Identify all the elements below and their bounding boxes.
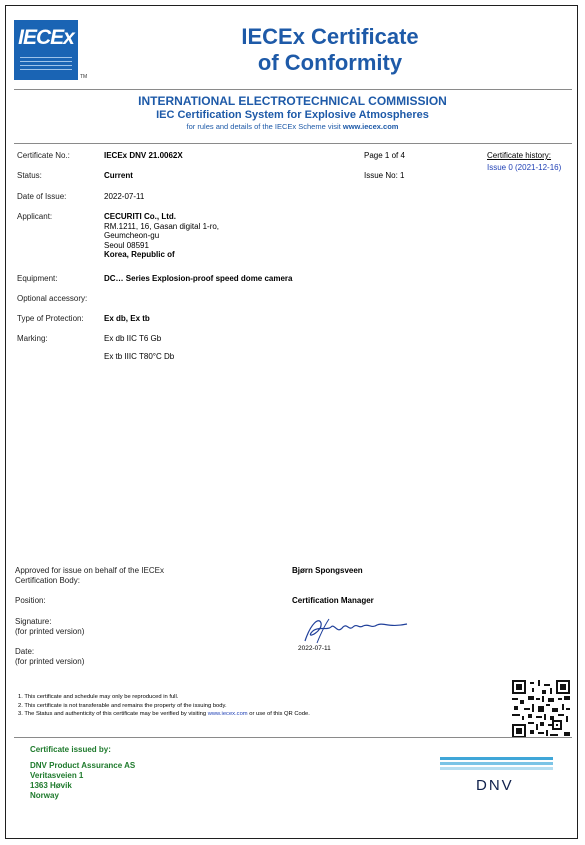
status-label: Status:	[17, 171, 42, 180]
signature-label	[15, 617, 84, 636]
signature-label-line-1: Signature:	[15, 617, 52, 626]
page-indicator: Page 1 of 4	[364, 151, 405, 160]
applicant-name: CECURITI Co., Ltd.	[104, 212, 176, 221]
note-3-prefix: 3. The Status and authenticity of this certificate may be verified by visiting	[18, 711, 208, 717]
organization-header	[0, 94, 585, 132]
applicant-label: Applicant:	[17, 212, 53, 221]
certificate-history-item[interactable]: Issue 0 (2021-12-16)	[487, 163, 562, 172]
status-value: Current	[104, 171, 133, 180]
issue-number: Issue No: 1	[364, 171, 405, 180]
equipment-label: Equipment:	[17, 274, 58, 283]
issuer-postcode-city: 1363 Høvik	[30, 781, 72, 790]
title-line-2: of Conformity	[257, 50, 403, 75]
certificate-history-title: Certificate history:	[487, 151, 552, 160]
org-rules-note	[0, 122, 585, 132]
date-label-line-2: (for printed version)	[15, 656, 85, 666]
divider-header	[14, 143, 572, 144]
signature-date: 2022-07-11	[298, 645, 331, 652]
date-of-issue-value: 2022-07-11	[104, 192, 145, 201]
note-3	[18, 710, 310, 719]
applicant-country: Korea, Republic of	[104, 250, 175, 259]
title-line-1: IECEx Certificate	[241, 24, 419, 49]
certificate-notes	[18, 693, 310, 719]
position-value: Certification Manager	[292, 596, 374, 605]
applicant-address-1: RM.1211, 16, Gasan digital 1-ro,	[104, 221, 220, 231]
signature-label-line-2: (for printed version)	[15, 626, 85, 636]
marking-label: Marking:	[17, 334, 48, 343]
org-name: INTERNATIONAL ELECTROTECHNICAL COMMISSION	[138, 94, 447, 108]
divider-footer	[14, 737, 572, 738]
note-2: 2. This certificate is not transferable and remains the property of the issuing body.	[18, 702, 227, 709]
issuer-name: DNV Product Assurance AS	[30, 761, 136, 770]
logo-lines	[20, 54, 72, 74]
equipment-value: DC… Series Explosion-proof speed dome camera	[104, 274, 293, 283]
page-title	[200, 24, 460, 76]
issuer-country: Norway	[30, 791, 59, 800]
divider-top	[14, 89, 572, 90]
trademark-mark: TM	[80, 74, 88, 80]
date-of-issue-label: Date of Issue:	[17, 192, 67, 201]
type-of-protection-label: Type of Protection:	[17, 314, 84, 323]
iecex-link[interactable]: www.iecex.com	[342, 122, 399, 131]
issuer-street: Veritasveien 1	[30, 771, 84, 780]
iecex-logo	[14, 20, 78, 80]
approved-label-line-1: Approved for issue on behalf of the IECEx	[15, 566, 164, 575]
dnv-logo-text: DNV	[476, 777, 514, 794]
note-1: 1. This certificate and schedule may only be reproduced in full.	[18, 694, 179, 700]
certificate-no-value: IECEx DNV 21.0062X	[104, 151, 183, 160]
issued-by-title: Certificate issued by:	[30, 745, 111, 754]
note-3-suffix: or use of this QR Code.	[247, 711, 310, 717]
type-of-protection-value: Ex db, Ex tb	[104, 314, 150, 323]
date-label	[15, 647, 84, 666]
issuing-body	[30, 745, 135, 801]
applicant-block	[104, 212, 219, 260]
logo-text: IECEx	[18, 26, 74, 49]
marking-1: Ex db IIC T6 Gb	[104, 334, 162, 343]
dnv-logo-bar-1	[440, 757, 553, 760]
org-rules-text: for rules and details of the IECEx Scheme visit	[186, 122, 343, 131]
certificate-no-label: Certificate No.:	[17, 151, 70, 160]
date-label-line-1: Date:	[15, 647, 35, 656]
note-3-link[interactable]: www.iecex.com	[207, 711, 248, 717]
applicant-address-2: Geumcheon-gu	[104, 231, 160, 240]
qr-code-icon[interactable]	[512, 680, 570, 738]
dnv-logo-bar-3	[440, 767, 553, 770]
marking-2: Ex tb IIIC T80°C Db	[104, 352, 175, 361]
approved-label-line-2: Certification Body:	[15, 575, 80, 585]
handwritten-signature	[297, 613, 417, 647]
approver-name: Bjørn Spongsveen	[292, 566, 363, 575]
position-label: Position:	[15, 596, 46, 605]
approved-label	[15, 566, 164, 585]
org-system: IEC Certification System for Explosive Atmospheres	[156, 109, 429, 121]
applicant-address-3: Seoul 08591	[104, 240, 149, 250]
optional-accessory-label: Optional accessory:	[17, 294, 88, 303]
dnv-logo-bar-2	[440, 762, 553, 765]
